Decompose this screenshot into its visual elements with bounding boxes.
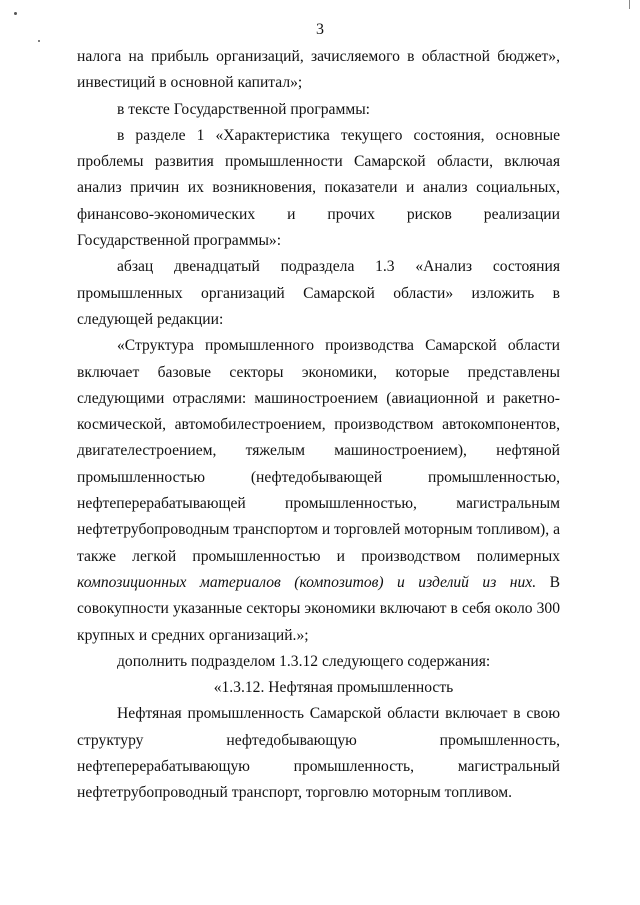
paragraph-program-text: в тексте Государственной программы: [117, 100, 371, 118]
paragraph-section-1: в разделе 1 «Характеристика текущего состояния, основные проблемы развития промышленности Самарской области, включая анализ причин их возникновения, показатели и анализ социальных, финансово-экономических и прочих рисков реализации Государственной программы»: [77, 126, 560, 250]
quoted-text-italic: композиционных материалов (композитов) и изделий из них. [77, 573, 537, 591]
subsection-heading: «1.3.12. Нефтяная промышленность [213, 679, 454, 697]
scan-speck [38, 40, 40, 42]
paragraph-continuation: налога на прибыль организаций, зачисляемого в областной бюджет», инвестиций в основной капитал»; [77, 48, 560, 92]
paragraph-oil-industry: Нефтяная промышленность Самарской области включает в свою структуру нефтедобывающую промышленность, нефтеперерабатывающую промышленность, магистральный нефтетрубопроводный транспорт, торговлю моторным топливом. [77, 705, 560, 802]
page-number: 3 [316, 21, 324, 38]
scan-speck [14, 12, 17, 15]
paragraph-subsection-1-3: абзац двенадцатый подраздела 1.3 «Анализ состояния промышленных организаций Самарской области» изложить в следующей редакции: [77, 258, 560, 328]
quoted-text-start: «Структура промышленного производства Самарской области включает базовые секторы экономики, которые представлены следующими отраслями: машиностроением (авиационной и ракетно-космической, автомобилестроением, производством автокомпонентов, двигателестроением, тяжелым машиностроением), нефтяной промышленностью (нефтедобывающей промышленностью, нефтеперерабатывающей промышленностью, магистральным нефтетрубопроводным транспортом и торговлей моторным топливом), а также легкой промышленностью и производством полимерных [77, 337, 560, 565]
scan-edge-mark [629, 0, 630, 9]
paragraph-add-subsection: дополнить подразделом 1.3.12 следующего содержания: [117, 652, 491, 670]
quoted-text-end: В совокупности указанные секторы экономики включают в себя около 300 крупных и средних организаций.»; [77, 573, 560, 644]
document-body [77, 44, 560, 807]
paragraph-quoted-structure [77, 333, 560, 649]
